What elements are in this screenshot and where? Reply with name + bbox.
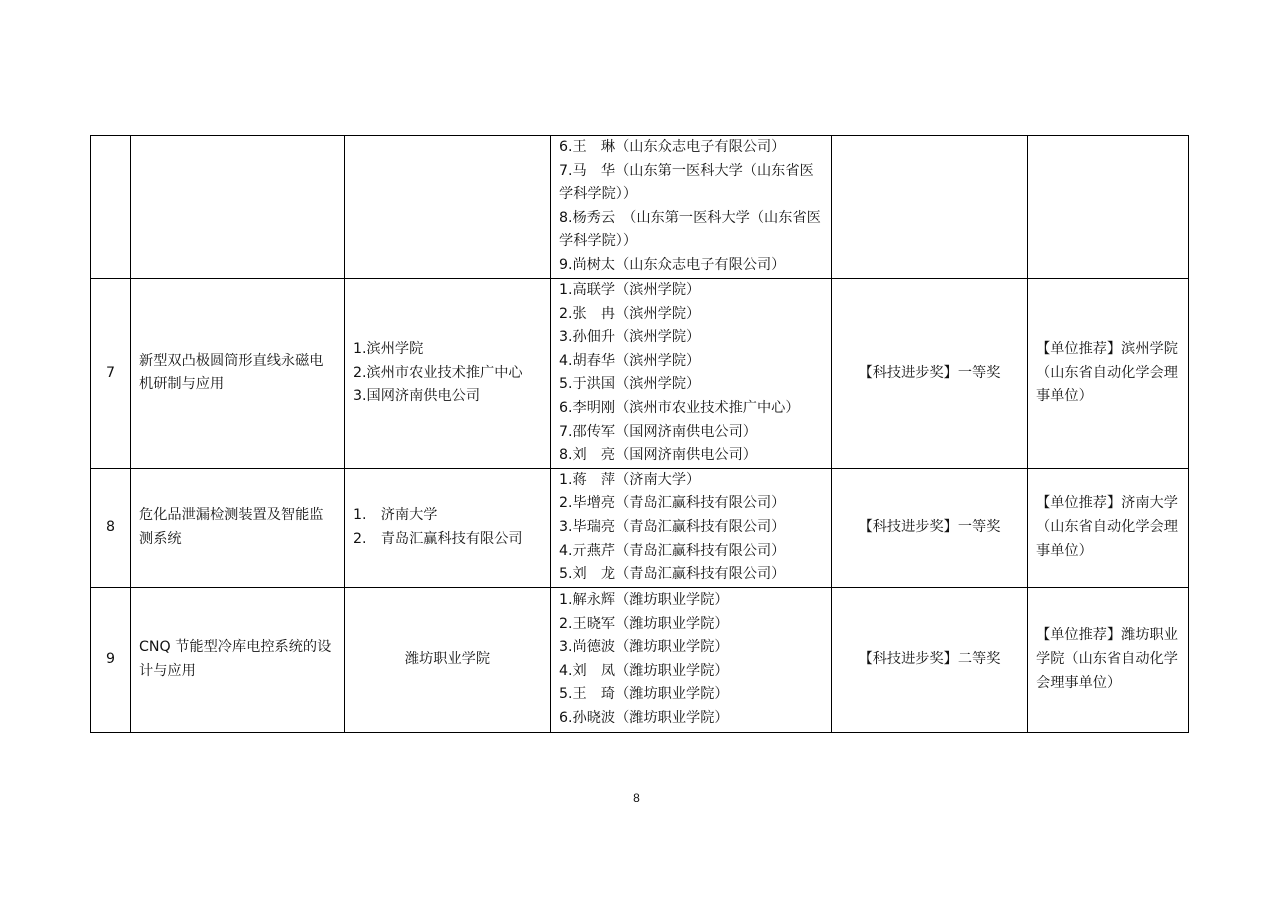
cell-award: 【科技进步奖】二等奖 [832,587,1028,732]
completer-item: 2.毕增亮（青岛汇赢科技有限公司） [559,495,786,512]
completer-item: 3.尚德波（潍坊职业学院） [559,639,729,656]
table-row-continuation [91,136,1189,279]
completer-item: 8.杨秀云 （山东第一医科大学（山东省医学科学院）） [559,209,821,250]
completer-item: 4.刘 凤（潍坊职业学院） [559,662,729,679]
unit-item: 2. 青岛汇赢科技有限公司 [353,530,523,547]
table-row [91,279,1189,469]
completer-item: 3.孙佃升（滨州学院） [559,329,701,346]
cell-completers [551,136,832,279]
page-number: 8 [633,791,640,805]
award-table [90,135,1189,733]
table-row [91,587,1189,732]
completer-item: 9.尚树太（山东众志电子有限公司） [559,256,786,273]
unit-item: 1. 济南大学 [353,507,438,524]
completer-item: 5.王 琦（潍坊职业学院） [559,686,729,703]
cell-recommendation: 【单位推荐】潍坊职业学院（山东省自动化学会理事单位） [1028,587,1189,732]
unit-item: 1.滨州学院 [353,340,424,357]
unit-item: 2.滨州市农业技术推广中心 [353,364,523,381]
cell-units [345,468,551,587]
cell-no [91,136,131,279]
cell-recommendation [1028,136,1189,279]
completer-item: 4.胡春华（滨州学院） [559,352,701,369]
cell-project [131,136,345,279]
completer-item: 6.王 琳（山东众志电子有限公司） [559,139,786,155]
completer-item: 1.蒋 萍（济南大学） [559,471,701,488]
cell-award: 【科技进步奖】一等奖 [832,279,1028,469]
unit-item: 3.国网济南供电公司 [353,388,481,405]
completer-item: 8.刘 亮（国网济南供电公司） [559,447,757,464]
cell-completers [551,279,832,469]
completer-item: 6.李明刚（滨州市农业技术推广中心） [559,399,800,416]
cell-completers [551,587,832,732]
unit-item: 潍坊职业学院 [404,650,491,667]
table-row [91,468,1189,587]
cell-units [345,136,551,279]
cell-project: 新型双凸极圆筒形直线永磁电机研制与应用 [131,279,345,469]
cell-no: 8 [91,468,131,587]
cell-award [832,136,1028,279]
cell-no: 7 [91,279,131,469]
completer-item: 7.马 华（山东第一医科大学（山东省医学科学院）） [559,162,814,203]
completer-item: 1.解永辉（潍坊职业学院） [559,591,729,608]
completer-item: 2.张 冉（滨州学院） [559,305,701,322]
completer-item: 6.孙晓波（潍坊职业学院） [559,709,729,726]
cell-units [345,279,551,469]
cell-completers [551,468,832,587]
cell-no: 9 [91,587,131,732]
cell-award: 【科技进步奖】一等奖 [832,468,1028,587]
cell-recommendation: 【单位推荐】济南大学（山东省自动化学会理事单位） [1028,468,1189,587]
completer-item: 7.邵传军（国网济南供电公司） [559,423,757,440]
cell-units [345,587,551,732]
completer-item: 5.刘 龙（青岛汇赢科技有限公司） [559,566,786,583]
cell-project: 危化品泄漏检测装置及智能监测系统 [131,468,345,587]
cell-project: CNQ 节能型冷库电控系统的设计与应用 [131,587,345,732]
completer-item: 2.王晓军（潍坊职业学院） [559,615,729,632]
completer-item: 3.毕瑞亮（青岛汇赢科技有限公司） [559,518,786,535]
cell-recommendation: 【单位推荐】滨州学院（山东省自动化学会理事单位） [1028,279,1189,469]
completer-item: 4.亓燕芹（青岛汇赢科技有限公司） [559,542,786,559]
completer-item: 5.于洪国（滨州学院） [559,376,701,393]
completer-item: 1.高联学（滨州学院） [559,282,701,298]
